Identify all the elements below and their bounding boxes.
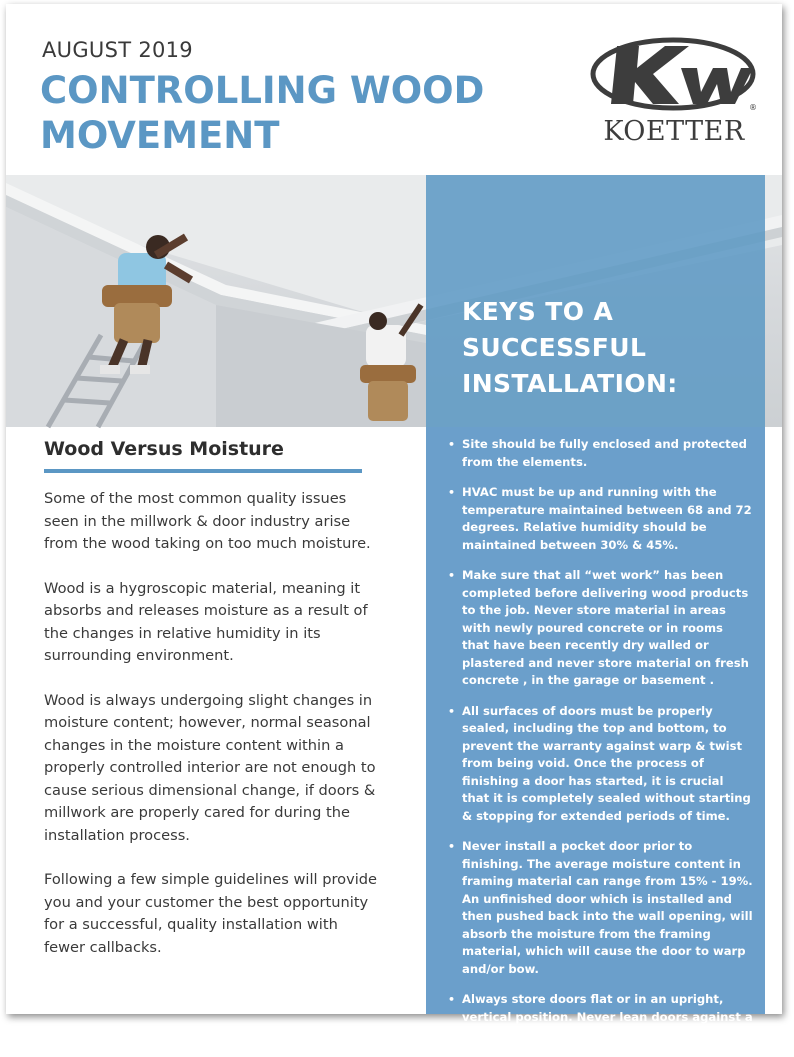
- list-item: [446, 484, 754, 554]
- section-divider: [44, 469, 362, 473]
- list-item: [446, 703, 754, 826]
- bullet-icon: •: [448, 438, 456, 451]
- paragraph: Wood is always undergoing slight changes in moisture content; however, normal seasonal changes in the moisture content within a properly controlled interior are not enough to cause serious dimensional change, if doors & millwork are properly cared for during the installation process.: [44, 691, 376, 844]
- section-heading: Wood Versus Moisture: [44, 438, 284, 460]
- title-line-1: CONTROLLING WOOD: [40, 69, 485, 112]
- page-title: [40, 68, 484, 158]
- list-item-text: Site should be fully enclosed and protected from the elements.: [462, 437, 747, 469]
- list-item: [446, 436, 754, 471]
- keys-heading: [462, 294, 752, 402]
- bullet-icon: •: [448, 569, 456, 582]
- list-item-text: Make sure that all “wet work” has been completed before delivering wood products to the job. Never store material in areas with newly poured concrete or in rooms that have been recently dry walled or plastered and never store material on fresh concrete , in the garage or basement .: [462, 568, 749, 687]
- bullet-icon: •: [448, 840, 456, 853]
- paragraph: Wood is a hygroscopic material, meaning it absorbs and releases moisture as a result of the changes in relative humidity in its surrounding environment.: [44, 579, 368, 664]
- list-item-text: HVAC must be up and running with the temperature maintained between 68 and 72 degrees. Relative humidity should be maintained between 30% & 45%.: [462, 485, 752, 552]
- keys-heading-line-2: SUCCESSFUL: [462, 333, 647, 362]
- list-item-text: Never install a pocket door prior to finishing. The average moisture content in framing material can range from 15% - 19%. An unfinished door which is installed and then pushed back into the wall opening, will absorb the moisture from the framing material, which will cause the door to warp and/or bow.: [462, 839, 753, 976]
- list-item: [446, 567, 754, 690]
- paragraph: Some of the most common quality issues seen in the millwork & door industry arise from the wood taking on too much moisture.: [44, 490, 371, 552]
- keys-list: [446, 436, 754, 1057]
- bullet-icon: •: [448, 704, 456, 718]
- list-item-text: Always store doors flat or in an upright, vertical position. Never lean doors against a wall.: [462, 992, 753, 1041]
- list-item: [446, 991, 754, 1044]
- newsletter-page: [6, 4, 782, 1041]
- koetter-logo: [589, 34, 759, 148]
- keys-heading-line-1: KEYS TO A: [462, 297, 614, 326]
- logo-name: KOETTER: [603, 116, 745, 147]
- list-item-text: All surfaces of doors must be properly sealed, including the top and bottom, to prevent the warranty against warp & twist from being void. Once the process of finishing a door has started, it is crucial that it is completely sealed without starting & stopping for extended periods of time.: [462, 703, 751, 823]
- keys-heading-line-3: INSTALLATION:: [462, 369, 678, 398]
- paragraph: Following a few simple guidelines will provide you and your customer the best opportunity for a successful, quality installation with fewer callbacks.: [44, 871, 377, 956]
- list-item: [446, 838, 754, 978]
- registered-mark: ®: [749, 103, 757, 112]
- bullet-icon: •: [448, 993, 456, 1006]
- title-line-2: MOVEMENT: [40, 114, 280, 157]
- bullet-icon: •: [448, 486, 456, 499]
- issue-date: AUGUST 2019: [42, 38, 193, 62]
- article-body: [44, 488, 382, 981]
